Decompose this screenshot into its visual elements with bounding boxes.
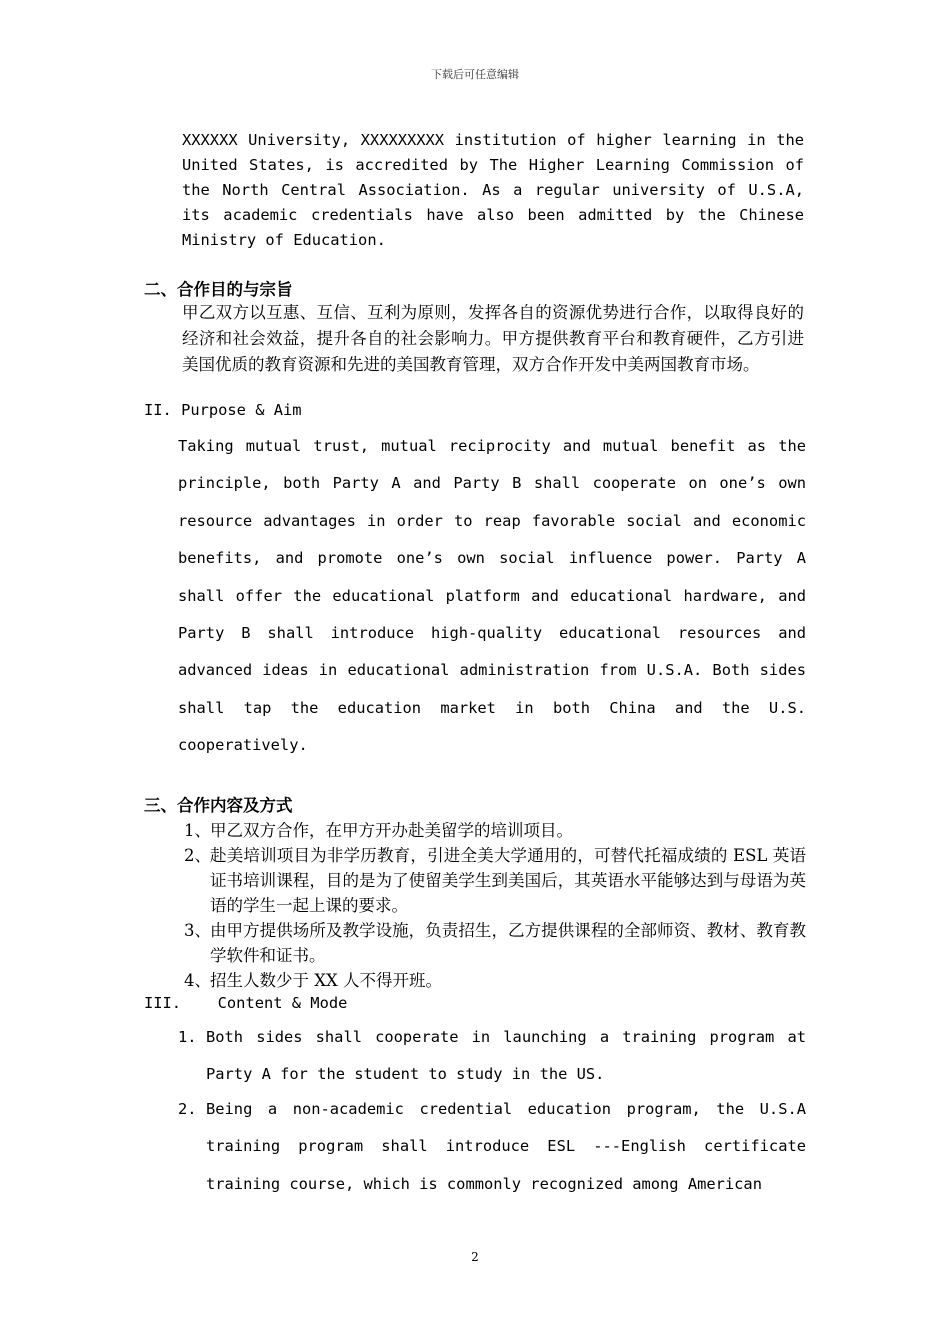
list-item-number: 1、 (184, 821, 211, 840)
section-3-title-en (144, 994, 347, 1012)
list-item-text: Being a non-academic credential education program, the U.S.A training program shall introduce ESL ---English certificate training course, which is commonly recognized among American (206, 1100, 806, 1193)
list-item-cn-2 (184, 843, 806, 918)
list-item-en-2 (178, 1091, 806, 1203)
section-2-title-cn: 二、合作目的与宗旨 (144, 280, 293, 299)
list-item-text: 甲乙双方合作，在甲方开办赴美留学的培训项目。 (210, 821, 573, 840)
page-number: 2 (471, 1250, 479, 1264)
list-item-number: 1. (178, 1028, 197, 1046)
list-item-text: Both sides shall cooperate in launching a training program at Party A for the student to study in the US. (206, 1028, 806, 1084)
list-item-number: 4、 (184, 971, 211, 990)
list-item-en-1 (178, 1019, 806, 1094)
list-item-number: 2. (178, 1100, 197, 1118)
intro-paragraph: XXXXXX University, XXXXXXXXX institution of higher learning in the United States, is accredited by The Higher Learning Commission of the North Central Association. As a regular university of U.S.A, its academic credentials have also been admitted by the Chinese Ministry of Education. (182, 131, 804, 249)
section-2-title-en: II. Purpose & Aim (144, 401, 302, 419)
list-item-number: 2、 (184, 846, 211, 865)
list-item-text: 由甲方提供场所及教学设施，负责招生，乙方提供课程的全部师资、教材、教育教学软件和证书。 (210, 921, 806, 965)
list-item-cn-3 (184, 918, 806, 968)
list-item-text: 赴美培训项目为非学历教育，引进全美大学通用的，可替代托福成绩的 ESL 英语证书培训课程，目的是为了使留美学生到美国后，其英语水平能够达到与母语为英语的学生一起上课的要求。 (210, 846, 806, 915)
list-item-cn-4 (184, 968, 806, 993)
section-2-body-cn: 甲乙双方以互惠、互信、互利为原则，发挥各自的资源优势进行合作，以取得良好的经济和社会效益，提升各自的社会影响力。甲方提供教育平台和教育硬件，乙方引进美国优质的教育资源和先进的美国教育管理，双方合作开发中美两国教育市场。 (182, 303, 804, 374)
list-item-text: 招生人数少于 XX 人不得开班。 (210, 971, 442, 990)
section-3-title-en-number: III. (144, 994, 182, 1012)
section-2-body-en: Taking mutual trust, mutual reciprocity and mutual benefit as the principle, both Party A and Party B shall cooperate on one’s own resource advantages in order to reap favorable social and economic benefits, and promote one’s own social influence power. Party A shall offer the educational platform and educational hardware, and Party B shall introduce high-quality educational resources and advanced ideas in educational administration from U.S.A. Both sides shall tap the education market in both China and the U.S. cooperatively. (178, 437, 806, 755)
section-3-title-cn: 三、合作内容及方式 (144, 796, 293, 815)
list-item-number: 3、 (184, 921, 211, 940)
list-item-cn-1 (184, 818, 806, 843)
section-3-title-en-text: Content & Mode (217, 994, 348, 1012)
page-header: 下载后可任意编辑 (431, 68, 519, 81)
